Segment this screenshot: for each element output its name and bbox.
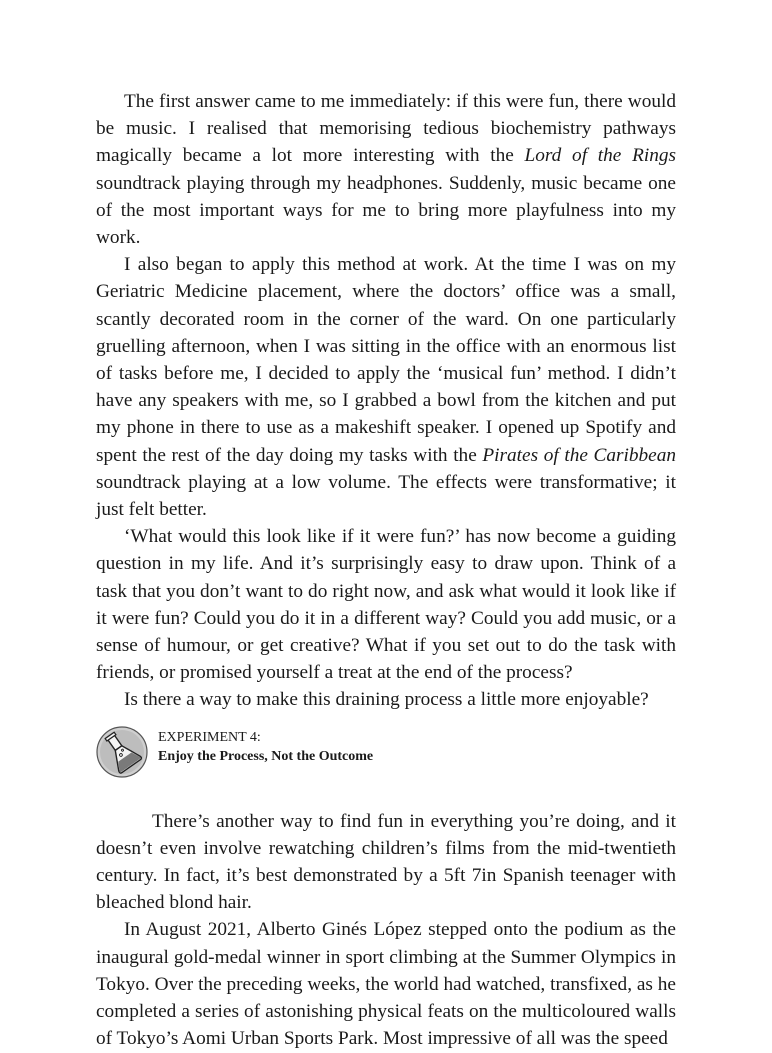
- paragraph-another-way: There’s another way to find fun in everything you’re doing, and it doesn’t even involve rewatching children’s films from the mid-twentieth century. In fact, it’s best demonstrated by a 5ft 7in Spanish teenager with bleached blond hair.: [96, 810, 676, 914]
- paragraph-text: soundtrack playing through my headphones. Suddenly, music became one of the most important ways for me to bring more playfulness into my work.: [96, 172, 676, 249]
- paragraph-music: [96, 88, 676, 251]
- experiment-title: Enjoy the Process, Not the Outcome: [158, 748, 374, 764]
- book-page: [96, 88, 676, 1053]
- experiment-heading: [158, 728, 373, 766]
- italic-title: Pirates of the Caribbean: [482, 444, 676, 466]
- paragraph-text: soundtrack playing at a low volume. The effects were transformative; it just felt better.: [96, 471, 676, 521]
- paragraph-guiding-question: ‘What would this look like if it were fun?’ has now become a guiding question in my life. And it’s surprisingly easy to draw upon. Think of a task that you don’t want to do right now, and ask what would it look like if it were fun? Could you do it in a different way? Could you add music, or a sense of humour, or get creative? What if you set out to do the task with friends, or promised yourself a treat at the end of the process?: [96, 526, 676, 684]
- experiment-number: EXPERIMENT 4:: [158, 729, 261, 745]
- italic-title: Lord of the Rings: [524, 145, 676, 167]
- paragraph-question: Is there a way to make this draining process a little more enjoyable?: [124, 689, 649, 711]
- paragraph-text: The first answer came to me immediately: if this were fun, there would be music. I realised that memorising tedious biochemistry pathways magically became a lot more interesting with the: [96, 91, 676, 167]
- paragraph-work: [96, 251, 676, 523]
- experiment-box: [96, 722, 676, 798]
- flask-icon: [96, 726, 148, 778]
- paragraph-text: I also began to apply this method at work. At the time I was on my Geriatric Medicine placement, where the doctors’ office was a small, scantly decorated room in the corner of the ward. On one particularly gruelling afternoon, when I was sitting in the office with an enormous list of tasks before me, I decided to apply the ‘musical fun’ method. I didn’t have any speakers with me, so I grabbed a bowl from the kitchen and put my phone in there to use as a makeshift speaker. I opened up Spotify and spent the rest of the day doing my tasks with the: [96, 254, 676, 466]
- paragraph-olympics: In August 2021, Alberto Ginés López stepped onto the podium as the inaugural gold-medal winner in sport climbing at the Summer Olympics in Tokyo. Over the preceding weeks, the world had watched, transfixed, as he completed a series of astonishing physical feats on the multicoloured walls of Tokyo’s Aomi Urban Sports Park. Most impressive of all was the speed: [96, 919, 676, 1050]
